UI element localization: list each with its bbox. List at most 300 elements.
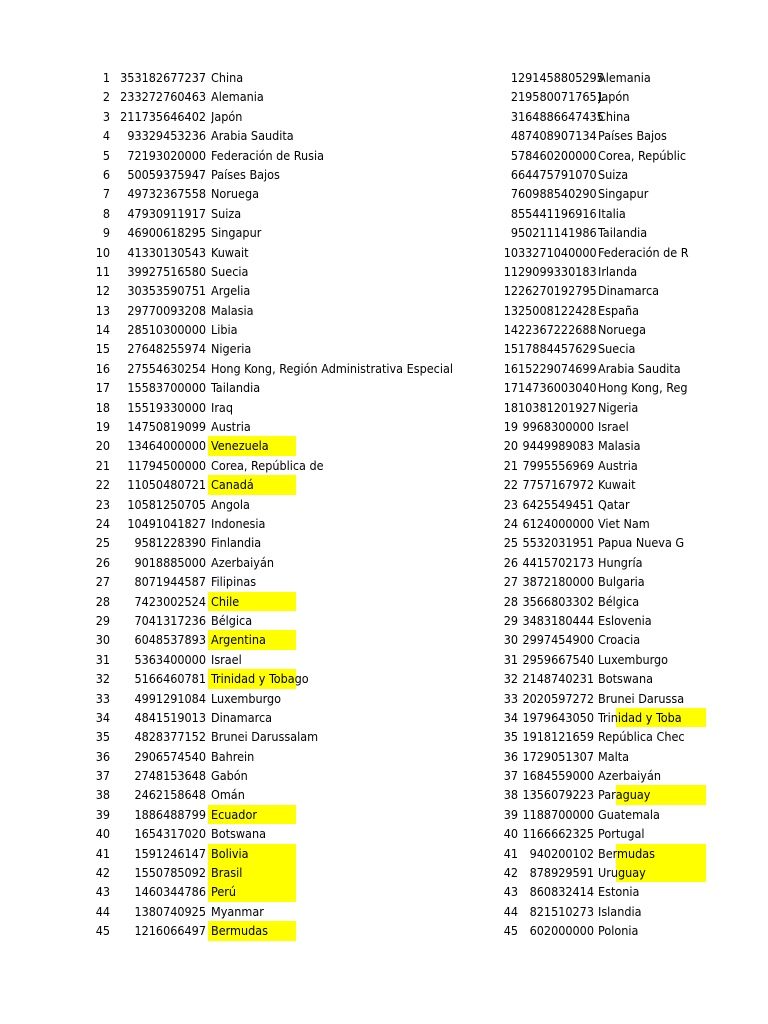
table-row (0, 495, 460, 514)
rank-cell: 44 (95, 903, 110, 919)
country-cell (211, 514, 456, 533)
rank-cell: 32 (503, 671, 518, 687)
country-name: Portugal (598, 826, 645, 842)
rank-cell: 37 (95, 768, 110, 784)
rank-cell: 20 (503, 438, 518, 454)
table-row (480, 378, 768, 397)
country-cell (211, 882, 456, 901)
country-cell (598, 243, 768, 262)
country-cell (211, 184, 456, 203)
country-name: Japón (211, 108, 243, 124)
rank-cell: 15 (503, 341, 518, 357)
table-row (0, 553, 460, 572)
rank-cell: 17 (95, 380, 110, 396)
country-name: Malasia (598, 438, 641, 454)
rank-cell: 45 (503, 923, 518, 939)
table-row (480, 436, 768, 455)
value-cell: 3566803302 (522, 593, 594, 609)
table-row (480, 495, 768, 514)
table-row (480, 844, 768, 863)
country-cell (211, 301, 456, 320)
value-cell: 2959667540 (522, 651, 594, 667)
country-cell (598, 572, 768, 591)
country-cell (598, 87, 768, 106)
value-cell: 4415702173 (522, 554, 594, 570)
country-name: Países Bajos (211, 166, 280, 182)
rank-cell: 31 (95, 651, 110, 667)
rank-cell: 4 (102, 128, 110, 144)
value-cell: 49732367558 (127, 186, 206, 202)
country-name: Angola (211, 496, 250, 512)
country-cell (211, 844, 456, 863)
country-name: Myanmar (211, 903, 264, 919)
rank-cell: 16 (503, 360, 518, 376)
country-cell (211, 378, 456, 397)
country-name: Perú (211, 884, 237, 900)
country-cell (211, 204, 456, 223)
rank-cell: 19 (95, 419, 110, 435)
country-name: Austria (598, 457, 638, 473)
rank-cell: 33 (503, 690, 518, 706)
country-name: República Chec (598, 729, 685, 745)
rank-cell: 2 (102, 89, 110, 105)
country-cell (211, 805, 456, 824)
table-row (0, 281, 460, 300)
country-cell (211, 902, 456, 921)
value-cell: 9968300000 (522, 419, 594, 435)
country-cell (598, 805, 768, 824)
value-cell: 1918121659 (522, 729, 594, 745)
table-row (0, 572, 460, 591)
table-row (0, 747, 460, 766)
rank-cell: 22 (95, 477, 110, 493)
country-cell (598, 902, 768, 921)
country-cell (598, 126, 768, 145)
rank-cell: 36 (95, 748, 110, 764)
rank-cell: 13 (95, 302, 110, 318)
rank-cell: 17 (503, 380, 518, 396)
country-name: Finlandia (211, 535, 262, 551)
country-cell (598, 320, 768, 339)
country-name: Chile (211, 593, 240, 609)
table-row (0, 262, 460, 281)
country-name: Luxemburgo (598, 651, 669, 667)
country-name: Kuwait (598, 477, 636, 493)
country-name: Botswana (211, 826, 266, 842)
value-cell: 55441196916 (518, 205, 597, 221)
value-cell: 860832414 (529, 884, 594, 900)
rank-cell: 30 (503, 632, 518, 648)
value-cell: 1380740925 (134, 903, 206, 919)
country-name: Dinamarca (598, 283, 660, 299)
rank-cell: 36 (503, 748, 518, 764)
country-cell (211, 689, 456, 708)
value-cell: 27648255974 (127, 341, 206, 357)
rank-cell: 38 (503, 787, 518, 803)
country-cell (598, 301, 768, 320)
value-cell: 17884457629 (518, 341, 597, 357)
country-cell (211, 766, 456, 785)
country-cell (211, 107, 456, 126)
value-cell: 7423002524 (134, 593, 206, 609)
table-row (0, 320, 460, 339)
table-row (480, 592, 768, 611)
table-row (0, 456, 460, 475)
country-name: Bermudas (211, 923, 269, 939)
table-row (0, 223, 460, 242)
value-cell: 233272760463 (120, 89, 206, 105)
table-row (480, 165, 768, 184)
value-cell: 1979643050 (522, 709, 594, 725)
rank-cell: 11 (95, 263, 110, 279)
value-cell: 1550785092 (134, 865, 206, 881)
country-name: Bélgica (598, 593, 640, 609)
country-cell (211, 708, 456, 727)
value-cell: 14736003040 (518, 380, 597, 396)
rank-cell: 45 (95, 923, 110, 939)
country-name: Kuwait (211, 244, 249, 260)
country-cell (211, 747, 456, 766)
country-name: Suiza (211, 205, 242, 221)
rank-cell: 15 (95, 341, 110, 357)
value-cell: 1356079223 (522, 787, 594, 803)
value-cell: 29770093208 (127, 302, 206, 318)
country-cell (211, 243, 456, 262)
rank-cell: 23 (503, 496, 518, 512)
table-row (480, 223, 768, 242)
rank-cell: 11 (503, 263, 518, 279)
country-cell (598, 223, 768, 242)
country-name: Austria (211, 419, 251, 435)
country-name: Indonesia (211, 515, 266, 531)
table-row (480, 902, 768, 921)
country-cell (598, 669, 768, 688)
rank-cell: 2 (510, 89, 518, 105)
country-name: Nigeria (598, 399, 639, 415)
rank-cell: 24 (95, 515, 110, 531)
country-cell (598, 863, 768, 882)
value-cell: 2906574540 (134, 748, 206, 764)
rank-cell: 8 (510, 205, 518, 221)
country-cell (211, 572, 456, 591)
rank-cell: 7 (510, 186, 518, 202)
table-row (480, 339, 768, 358)
value-cell: 1886488799 (134, 806, 206, 822)
value-cell: 7041317236 (134, 612, 206, 628)
rank-cell: 41 (503, 845, 518, 861)
country-cell (598, 339, 768, 358)
country-cell (598, 417, 768, 436)
value-cell: 4828377152 (134, 729, 206, 745)
country-name: Guatemala (598, 806, 660, 822)
value-cell: 1216066497 (134, 923, 206, 939)
rank-cell: 34 (503, 709, 518, 725)
table-row (0, 824, 460, 843)
table-row (480, 727, 768, 746)
country-cell (598, 882, 768, 901)
country-name: Hong Kong, Región Administrativa Especial (211, 360, 453, 376)
table-row (0, 533, 460, 552)
value-cell: 60988540290 (518, 186, 597, 202)
rank-cell: 23 (95, 496, 110, 512)
table-row (0, 921, 460, 940)
value-cell: 5363400000 (134, 651, 206, 667)
country-cell (598, 68, 768, 87)
rank-cell: 3 (510, 108, 518, 124)
table-row (0, 514, 460, 533)
rank-cell: 8 (102, 205, 110, 221)
country-cell (211, 126, 456, 145)
country-cell (598, 262, 768, 281)
table-row (480, 533, 768, 552)
country-name: China (598, 108, 631, 124)
rank-cell: 39 (95, 806, 110, 822)
value-cell: 9449989083 (522, 438, 594, 454)
table-row (0, 902, 460, 921)
country-cell (598, 708, 768, 727)
country-cell (598, 921, 768, 940)
value-cell: 2148740231 (522, 671, 594, 687)
country-name: Corea, Repúblic (598, 147, 687, 163)
table-row (480, 553, 768, 572)
country-cell (211, 262, 456, 281)
rank-cell: 35 (503, 729, 518, 745)
rank-cell: 27 (95, 574, 110, 590)
value-cell: 8071944587 (134, 574, 206, 590)
table-row (0, 689, 460, 708)
rank-cell: 30 (95, 632, 110, 648)
table-row (480, 689, 768, 708)
country-cell (598, 766, 768, 785)
country-name: Qatar (598, 496, 630, 512)
rank-cell: 4 (510, 128, 518, 144)
value-cell: 25008122428 (518, 302, 597, 318)
left-ranking-table (0, 68, 460, 941)
country-cell (598, 359, 768, 378)
value-cell: 10581250705 (127, 496, 206, 512)
country-name: Argentina (211, 632, 266, 648)
country-name: Bélgica (211, 612, 253, 628)
rank-cell: 6 (510, 166, 518, 182)
country-cell (211, 611, 456, 630)
country-name: Singapur (598, 186, 649, 202)
value-cell: 5532031951 (522, 535, 594, 551)
country-name: Italia (598, 205, 626, 221)
table-row (480, 320, 768, 339)
country-name: Uruguay (598, 865, 646, 881)
rank-cell: 37 (503, 768, 518, 784)
country-name: Noruega (598, 322, 646, 338)
country-cell (598, 514, 768, 533)
rank-cell: 10 (95, 244, 110, 260)
value-cell: 14750819099 (127, 419, 206, 435)
country-cell (211, 165, 456, 184)
country-name: Alemania (598, 70, 651, 85)
country-cell (598, 204, 768, 223)
value-cell: 4991291084 (134, 690, 206, 706)
rank-cell: 41 (95, 845, 110, 861)
table-row (480, 785, 768, 804)
table-row (0, 126, 460, 145)
rank-cell: 26 (503, 554, 518, 570)
rank-cell: 28 (503, 593, 518, 609)
value-cell: 1166662325 (522, 826, 594, 842)
table-row (0, 417, 460, 436)
table-row (480, 863, 768, 882)
value-cell: 50211141986 (518, 225, 597, 241)
value-cell: 15519330000 (127, 399, 206, 415)
country-cell (598, 281, 768, 300)
rank-cell: 5 (102, 147, 110, 163)
table-row (480, 611, 768, 630)
table-row (0, 708, 460, 727)
rank-cell: 1 (102, 70, 110, 85)
country-name: Federación de Rusia (211, 147, 325, 163)
value-cell: 41330130543 (127, 244, 206, 260)
country-name: Libia (211, 322, 238, 338)
rank-cell: 3 (102, 108, 110, 124)
country-cell (211, 398, 456, 417)
value-cell: 33271040000 (518, 244, 597, 260)
value-cell: 9581228390 (134, 535, 206, 551)
rank-cell: 9 (510, 225, 518, 241)
country-name: Brunei Darussa (598, 690, 685, 706)
table-row (480, 824, 768, 843)
value-cell: 78460200000 (518, 147, 597, 163)
country-cell (598, 107, 768, 126)
rank-cell: 12 (95, 283, 110, 299)
rank-cell: 42 (503, 865, 518, 881)
rank-cell: 18 (503, 399, 518, 415)
value-cell: 15583700000 (127, 380, 206, 396)
rank-cell: 26 (95, 554, 110, 570)
country-cell (211, 281, 456, 300)
country-name: Estonia (598, 884, 640, 900)
country-name: Bahrein (211, 748, 255, 764)
country-cell (211, 475, 456, 494)
country-name: Ecuador (211, 806, 257, 822)
rank-cell: 32 (95, 671, 110, 687)
table-row (480, 301, 768, 320)
rank-cell: 14 (95, 322, 110, 338)
value-cell: 50059375947 (127, 166, 206, 182)
table-row (0, 882, 460, 901)
table-row (480, 766, 768, 785)
value-cell: 878929591 (529, 865, 594, 881)
country-name: Alemania (211, 89, 264, 105)
rank-cell: 12 (503, 283, 518, 299)
table-row (0, 669, 460, 688)
value-cell: 39927516580 (127, 263, 206, 279)
value-cell: 3483180444 (522, 612, 594, 628)
table-row (480, 572, 768, 591)
country-cell (598, 475, 768, 494)
country-name: Croacia (598, 632, 641, 648)
country-name: Gabón (211, 768, 248, 784)
table-row (480, 87, 768, 106)
value-cell: 211735646402 (120, 108, 206, 124)
country-name: Azerbaiyán (211, 554, 274, 570)
value-cell: 1591246147 (134, 845, 206, 861)
country-name: Federación de R (598, 244, 689, 260)
country-cell (598, 533, 768, 552)
value-cell: 15229074699 (518, 360, 597, 376)
value-cell: 10381201927 (518, 399, 597, 415)
country-name: Brunei Darussalam (211, 729, 319, 745)
country-name: Eslovenia (598, 612, 652, 628)
value-cell: 9018885000 (134, 554, 206, 570)
country-name: Viet Nam (598, 515, 650, 531)
table-row (480, 630, 768, 649)
country-cell (598, 727, 768, 746)
country-name: España (598, 302, 640, 318)
table-row (0, 766, 460, 785)
country-cell (211, 785, 456, 804)
table-row (480, 921, 768, 940)
table-row (0, 785, 460, 804)
country-cell (211, 533, 456, 552)
country-name: Venezuela (211, 438, 269, 454)
value-cell: 10491041827 (127, 515, 206, 531)
right-ranking-table (480, 68, 768, 941)
value-cell: 1684559000 (522, 768, 594, 784)
value-cell: 7757167972 (522, 477, 594, 493)
table-row (0, 378, 460, 397)
rank-cell: 43 (503, 884, 518, 900)
country-cell (211, 87, 456, 106)
country-name: Israel (598, 419, 629, 435)
country-cell (598, 146, 768, 165)
country-name: Iraq (211, 399, 233, 415)
rank-cell: 44 (503, 903, 518, 919)
rank-cell: 29 (95, 612, 110, 628)
rank-cell: 1 (510, 70, 518, 85)
table-row (480, 281, 768, 300)
table-row (0, 650, 460, 669)
country-cell (211, 68, 456, 87)
table-row (480, 882, 768, 901)
table-row (0, 204, 460, 223)
rank-cell: 42 (95, 865, 110, 881)
country-cell (211, 417, 456, 436)
table-row (0, 630, 460, 649)
country-cell (598, 398, 768, 417)
country-cell (598, 378, 768, 397)
country-name: Corea, República de (211, 457, 324, 473)
rank-cell: 20 (95, 438, 110, 454)
value-cell: 26270192795 (518, 283, 597, 299)
country-name: Hong Kong, Reg (598, 380, 688, 396)
country-name: Polonia (598, 923, 639, 939)
table-row (0, 844, 460, 863)
country-cell (598, 785, 768, 804)
country-name: Papua Nueva G (598, 535, 685, 551)
table-row (480, 204, 768, 223)
country-cell (598, 824, 768, 843)
rank-cell: 43 (95, 884, 110, 900)
table-row (0, 87, 460, 106)
value-cell: 1729051307 (522, 748, 594, 764)
table-row (0, 359, 460, 378)
country-name: Nigeria (211, 341, 252, 357)
country-name: Irlanda (598, 263, 638, 279)
country-name: Bermudas (598, 845, 656, 861)
table-row (480, 456, 768, 475)
country-cell (211, 456, 456, 475)
value-cell: 2462158648 (134, 787, 206, 803)
table-row (480, 650, 768, 669)
country-cell (598, 165, 768, 184)
